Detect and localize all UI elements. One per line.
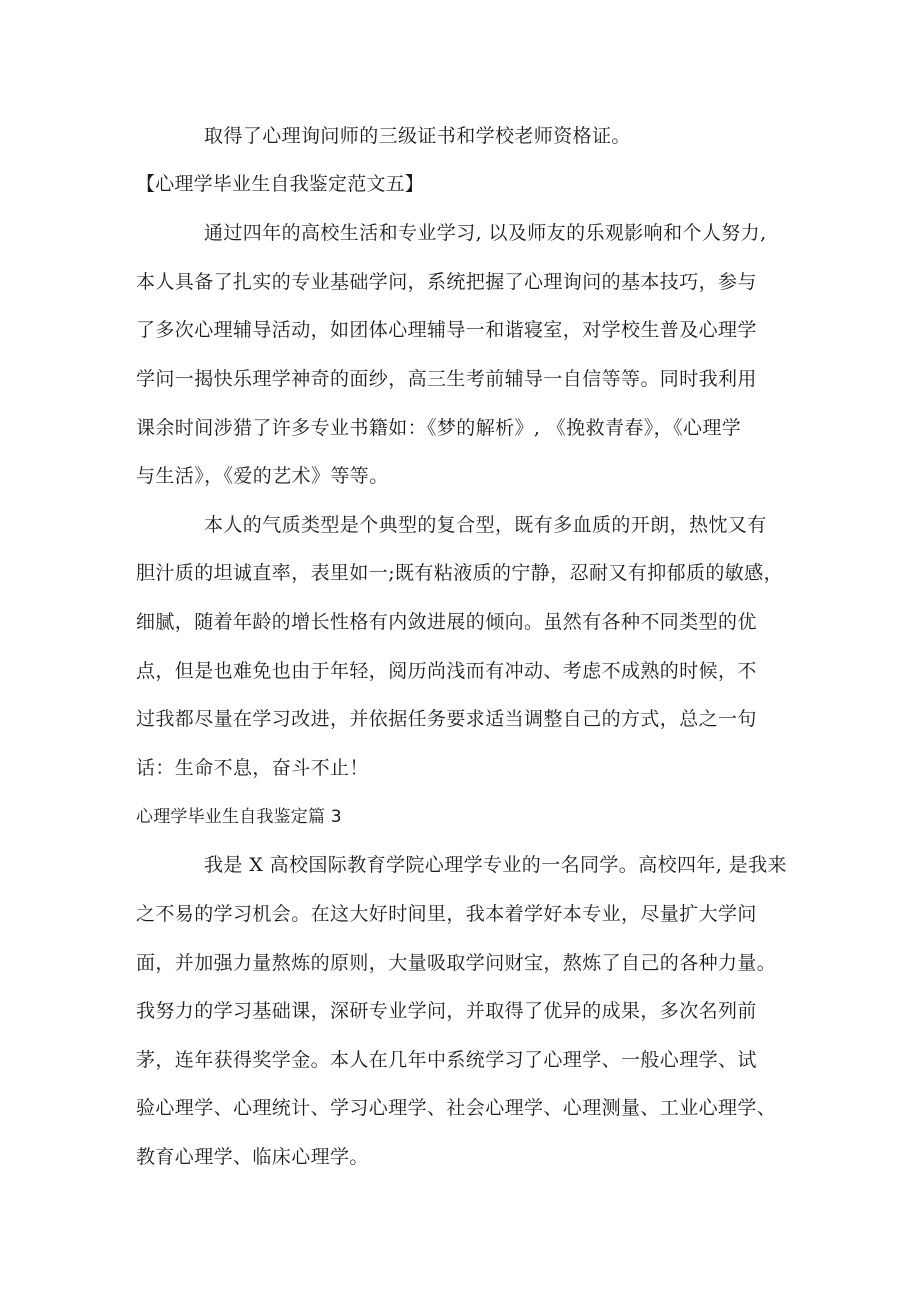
paragraph-line: 胆汁质的坦诚直率，表里如一;既有粘液质的宁静，忍耐又有抑郁质的敏感，	[136, 562, 784, 584]
paragraph-line: 之不易的学习机会。在这大好时间里，我本着学好本专业，尽量扩大学问	[136, 903, 757, 925]
paragraph-line: 教育心理学、临床心理学。	[136, 1146, 369, 1168]
paragraph-line: 点，但是也难免也由于年轻，阅历尚浅而有冲动、考虑不成熟的时候，不	[136, 660, 757, 682]
section-heading: 心理学毕业生自我鉴定篇 3	[136, 807, 342, 827]
paragraph-line: 课余时间涉猎了许多专业书籍如：《梦的解析》, 《挽救青春》，《心理学	[136, 417, 742, 439]
paragraph-line: 面，并加强力量熬炼的原则，大量吸取学问财宝，熬炼了自己的各种力量。	[136, 952, 777, 974]
paragraph-line: 了多次心理辅导活动，如团体心理辅导一和谐寝室，对学校生普及心理学	[136, 319, 757, 341]
paragraph-line: 茅，连年获得奖学金。本人在几年中系统学习了心理学、一般心理学、试	[136, 1049, 757, 1071]
paragraph-line: 通过四年的高校生活和专业学习, 以及师友的乐观影响和个人努力,	[204, 222, 767, 244]
paragraph-line: 与生活》，《爱的艺术》等等。	[136, 465, 389, 487]
paragraph-line: 本人具备了扎实的专业基础学问，系统把握了心理询问的基本技巧，参与	[136, 271, 757, 293]
paragraph-line: 细腻，随着年龄的增长性格有内敛进展的倾向。虽然有各种不同类型的优	[136, 611, 757, 633]
paragraph-line: 学问一揭快乐理学神奇的面纱，高三生考前辅导一自信等等。同时我利用	[136, 368, 757, 390]
paragraph-line: 话：生命不息，奋斗不止！	[136, 757, 369, 779]
paragraph-line: 验心理学、心理统计、学习心理学、社会心理学、心理测量、工业心理学、	[136, 1097, 777, 1119]
section-heading: 【心理学毕业生自我鉴定范文五】	[136, 173, 425, 195]
paragraph-line: 我努力的学习基础课，深研专业学问，并取得了优异的成果，多次名列前	[136, 1000, 757, 1022]
paragraph-line: 本人的气质类型是个典型的复合型，既有多血质的开朗，热忱又有	[204, 514, 767, 536]
paragraph-line: 取得了心理询问师的三级证书和学校老师资格证。	[204, 125, 631, 147]
paragraph-line: 过我都尽量在学习改进，并依据任务要求适当调整自己的方式，总之一句	[136, 708, 757, 730]
paragraph-line: 我是 X 高校国际教育学院心理学专业的一名同学。高校四年, 是我来	[204, 854, 787, 876]
